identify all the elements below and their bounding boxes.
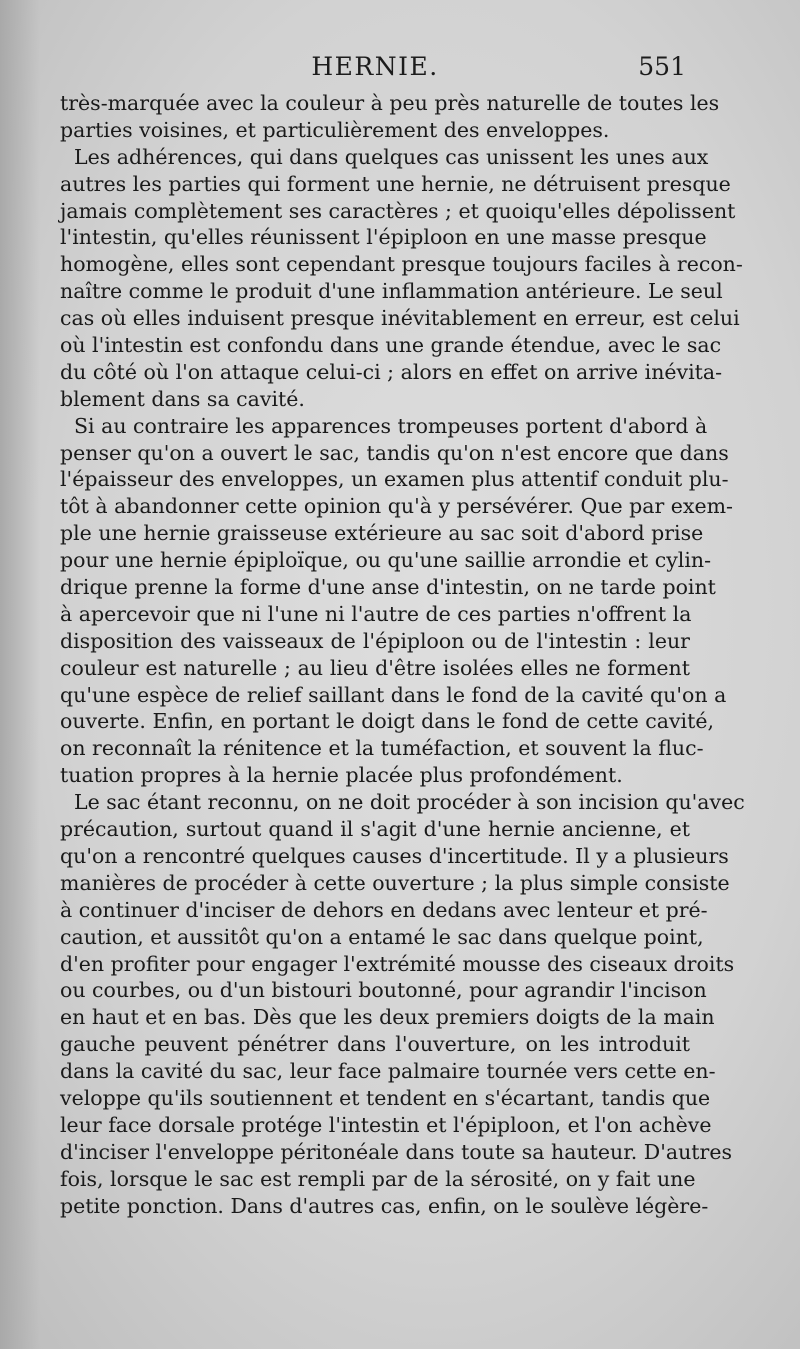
text-line: qu'on a rencontré quelques causes d'incertitude. Il y a plusieurs [60, 843, 729, 868]
text-line: très-marquée avec la couleur à peu près naturelle de toutes les [60, 91, 720, 115]
text-line: gauche peuvent pénétrer dans l'ouverture, on les introduit [60, 1032, 690, 1057]
text-line: ou courbes, ou d'un bistouri boutonné, pour agrandir l'incison [60, 978, 707, 1003]
text-line: précaution, surtout quand il s'agit d'une hernie ancienne, et [60, 817, 690, 842]
text-line: homogène, elles sont cependant presque toujours faciles à recon- [60, 252, 743, 277]
text-line: cas où elles induisent presque inévitablement en erreur, est celui [60, 306, 740, 331]
gutter-shadow [0, 0, 40, 1349]
text-line: ouverte. Enfin, en portant le doigt dans le fond de cette cavité, [60, 709, 714, 734]
text-line: petite ponction. Dans d'autres cas, enfin, on le soulève légère- [60, 1193, 709, 1218]
text-line: ple une hernie graisseuse extérieure au sac soit d'abord prise [60, 521, 704, 546]
text-line: naître comme le produit d'une inflammation antérieure. Le seul [60, 279, 723, 304]
text-line: caution, et aussitôt qu'on a entamé le sac dans quelque point, [60, 924, 704, 949]
text-line: Les adhérences, qui dans quelques cas unissent les unes aux [74, 144, 709, 169]
text-line: du côté où l'on attaque celui-ci ; alors en effet on arrive inévita- [60, 359, 723, 384]
text-line: manières de procéder à cette ouverture ; la plus simple consiste [60, 870, 730, 895]
text-line: d'inciser l'enveloppe péritonéale dans toute sa hauteur. D'autres [60, 1139, 732, 1164]
text-line: dans la cavité du sac, leur face palmaire tournée vers cette en- [60, 1059, 716, 1084]
body-text [60, 90, 745, 1219]
text-line: à continuer d'inciser de dehors en dedans avec lenteur et pré- [60, 897, 708, 922]
text-line: en haut et en bas. Dès que les deux premiers doigts de la main [60, 1005, 715, 1030]
text-line: fois, lorsque le sac est rempli par de la sérosité, on y fait une [60, 1166, 696, 1191]
text-line: disposition des vaisseaux de l'épiploon ou de l'intestin : leur [60, 628, 690, 653]
page-number: 551 [638, 52, 686, 81]
page-header [60, 52, 690, 88]
text-line: couleur est naturelle ; au lieu d'être isolées elles ne forment [60, 655, 690, 680]
paragraph [60, 413, 733, 789]
text-line: Le sac étant reconnu, on ne doit procéder à son incision qu'avec [74, 790, 745, 815]
text-line: tôt à abandonner cette opinion qu'à y persévérer. Que par exem- [60, 494, 733, 519]
text-line: où l'intestin est confondu dans une grande étendue, avec le sac [60, 333, 722, 358]
text-line: jamais complètement ses caractères ; et quoiqu'elles dépolissent [60, 198, 736, 223]
text-line: l'épaisseur des enveloppes, un examen plus attentif conduit plu- [60, 467, 729, 492]
running-title: HERNIE. [311, 52, 439, 81]
text-line: l'intestin, qu'elles réunissent l'épiploon en une masse presque [60, 225, 707, 250]
text-line: d'en profiter pour engager l'extrémité mousse des ciseaux droits [60, 951, 735, 976]
text-line: blement dans sa cavité. [60, 386, 305, 411]
text-line: Si au contraire les apparences trompeuses portent d'abord à [74, 413, 708, 438]
text-line: pour une hernie épiploïque, ou qu'une saillie arrondie et cylin- [60, 548, 712, 573]
paragraph [60, 789, 745, 1219]
paragraph [60, 90, 720, 144]
text-line: on reconnaît la rénitence et la tuméfaction, et souvent la fluc- [60, 736, 704, 761]
text-line: tuation propres à la hernie placée plus profondément. [60, 763, 623, 788]
text-line: parties voisines, et particulièrement des enveloppes. [60, 117, 610, 142]
text-line: leur face dorsale protége l'intestin et l'épiploon, et l'on achève [60, 1112, 712, 1137]
text-line: penser qu'on a ouvert le sac, tandis qu'on n'est encore que dans [60, 440, 729, 465]
text-line: drique prenne la forme d'une anse d'intestin, on ne tarde point [60, 575, 716, 600]
text-line: veloppe qu'ils soutiennent et tendent en s'écartant, tandis que [60, 1085, 711, 1110]
text-line: autres les parties qui forment une hernie, ne détruisent presque [60, 171, 731, 196]
text-line: à apercevoir que ni l'une ni l'autre de ces parties n'offrent la [60, 601, 692, 626]
text-line: qu'une espèce de relief saillant dans le fond de la cavité qu'on a [60, 682, 727, 707]
paragraph [60, 144, 743, 413]
